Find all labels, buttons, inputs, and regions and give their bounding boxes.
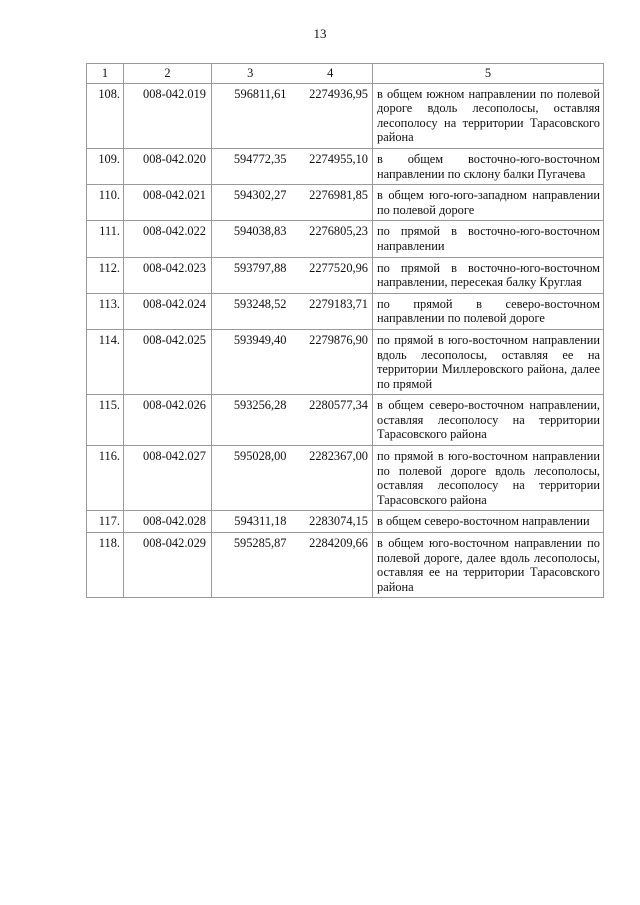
point-code: 008-042.023: [124, 257, 212, 293]
row-number: 109.: [87, 148, 124, 184]
table-row: [87, 148, 604, 184]
direction-description: по прямой в восточно-юго-восточном направлении: [373, 221, 604, 257]
point-code: 008-042.026: [124, 395, 212, 446]
coord-y: 2277520,96: [289, 257, 373, 293]
header-col-4: 4: [289, 64, 373, 84]
row-number: 112.: [87, 257, 124, 293]
row-number: 116.: [87, 446, 124, 511]
coord-y: 2276805,23: [289, 221, 373, 257]
row-number: 111.: [87, 221, 124, 257]
point-code: 008-042.020: [124, 148, 212, 184]
row-number: 113.: [87, 293, 124, 329]
table-row: [87, 533, 604, 598]
point-code: 008-042.029: [124, 533, 212, 598]
direction-description: по прямой в юго-восточном направлении вдоль лесополосы, оставляя ее на территории Миллеровского района, далее по прямой: [373, 329, 604, 394]
table-row: [87, 446, 604, 511]
table-body: [87, 83, 604, 598]
direction-description: в общем северо-восточном направлении, оставляя лесополосу на территории Тарасовского района: [373, 395, 604, 446]
coord-y: 2283074,15: [289, 511, 373, 533]
point-code: 008-042.022: [124, 221, 212, 257]
coord-y: 2279183,71: [289, 293, 373, 329]
row-number: 110.: [87, 185, 124, 221]
point-code: 008-042.028: [124, 511, 212, 533]
coord-y: 2279876,90: [289, 329, 373, 394]
point-code: 008-042.024: [124, 293, 212, 329]
row-number: 115.: [87, 395, 124, 446]
point-code: 008-042.025: [124, 329, 212, 394]
page-number: 13: [313, 26, 327, 41]
coord-x: 593248,52: [212, 293, 289, 329]
header-col-3: 3: [212, 64, 289, 84]
direction-description: по прямой в юго-восточном направлении по полевой дороге вдоль лесополосы, оставляя лесополосу на территории Тарасовского района: [373, 446, 604, 511]
direction-description: в общем восточно-юго-восточном направлении по склону балки Пугачева: [373, 148, 604, 184]
point-code: 008-042.021: [124, 185, 212, 221]
coord-x: 593256,28: [212, 395, 289, 446]
coord-x: 593797,88: [212, 257, 289, 293]
coord-y: 2276981,85: [289, 185, 373, 221]
coord-y: 2284209,66: [289, 533, 373, 598]
header-col-5: 5: [373, 64, 604, 84]
point-code: 008-042.027: [124, 446, 212, 511]
point-code: 008-042.019: [124, 83, 212, 148]
table-row: [87, 221, 604, 257]
table-row: [87, 185, 604, 221]
header-col-1: 1: [87, 64, 124, 84]
coord-y: 2274936,95: [289, 83, 373, 148]
coord-y: 2274955,10: [289, 148, 373, 184]
boundary-points-table: [86, 63, 604, 598]
header-col-2: 2: [124, 64, 212, 84]
row-number: 114.: [87, 329, 124, 394]
table-row: [87, 83, 604, 148]
coord-x: 594311,18: [212, 511, 289, 533]
direction-description: по прямой в северо-восточном направлении по полевой дороге: [373, 293, 604, 329]
row-number: 108.: [87, 83, 124, 148]
coord-x: 594772,35: [212, 148, 289, 184]
table-row: [87, 511, 604, 533]
coord-x: 595285,87: [212, 533, 289, 598]
coord-x: 595028,00: [212, 446, 289, 511]
direction-description: в общем юго-восточном направлении по полевой дороге, далее вдоль лесополосы, оставляя ее на территории Тарасовского района: [373, 533, 604, 598]
coord-x: 596811,61: [212, 83, 289, 148]
coord-y: 2280577,34: [289, 395, 373, 446]
coord-x: 593949,40: [212, 329, 289, 394]
coord-x: 594302,27: [212, 185, 289, 221]
table-row: [87, 257, 604, 293]
coord-x: 594038,83: [212, 221, 289, 257]
coord-y: 2282367,00: [289, 446, 373, 511]
direction-description: в общем южном направлении по полевой дороге вдоль лесополосы, оставляя лесополосу на территории Тарасовского района: [373, 83, 604, 148]
table-row: [87, 293, 604, 329]
row-number: 117.: [87, 511, 124, 533]
direction-description: в общем юго-юго-западном направлении по полевой дороге: [373, 185, 604, 221]
table-row: [87, 395, 604, 446]
direction-description: по прямой в восточно-юго-восточном направлении, пересекая балку Круглая: [373, 257, 604, 293]
row-number: 118.: [87, 533, 124, 598]
table-header-row: [87, 64, 604, 84]
direction-description: в общем северо-восточном направлении: [373, 511, 604, 533]
table-row: [87, 329, 604, 394]
